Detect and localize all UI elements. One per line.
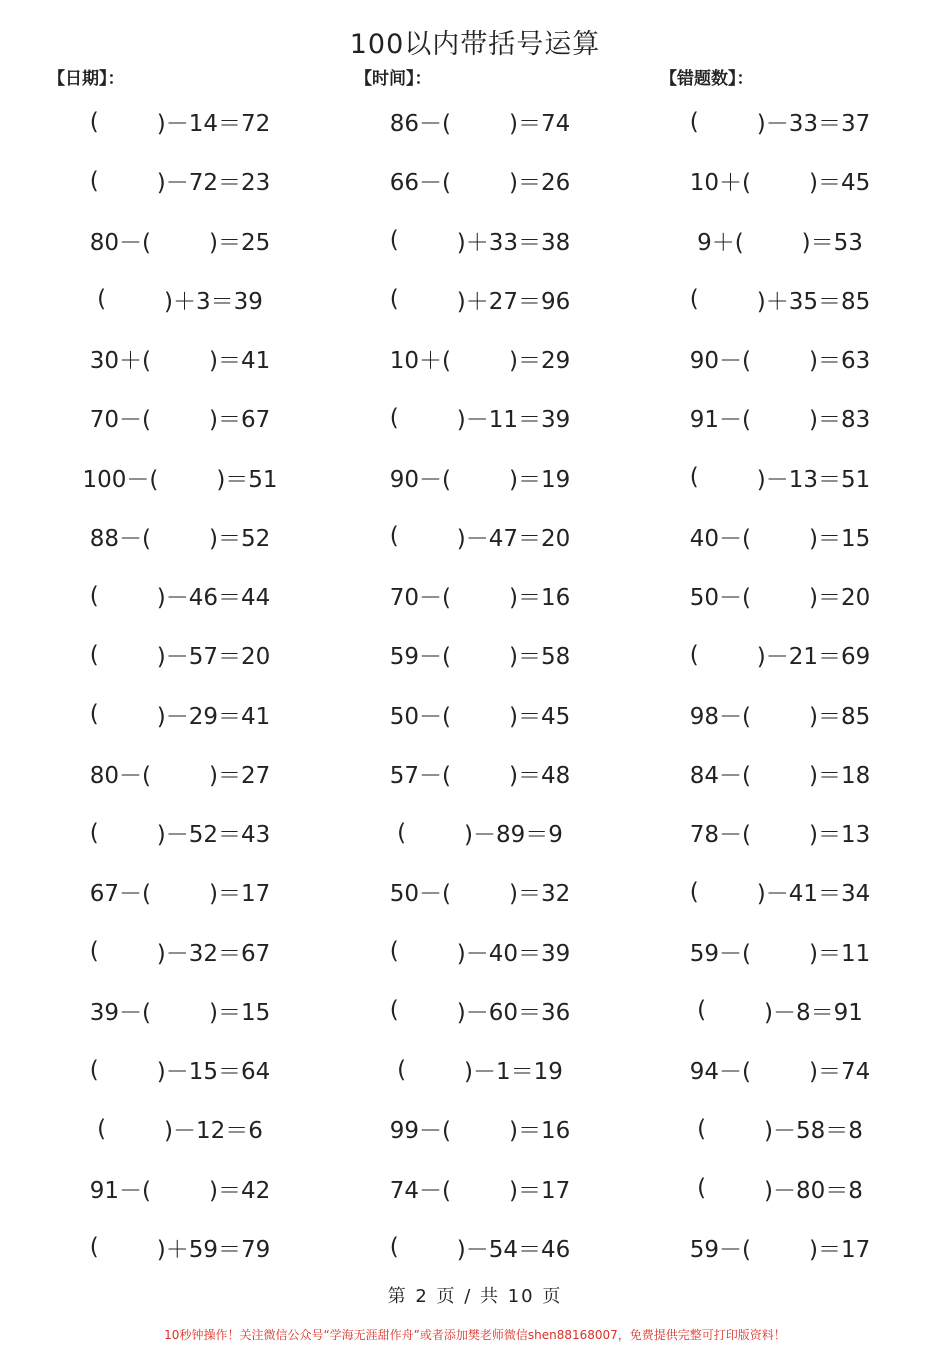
problem-left: ( — [389, 404, 399, 431]
problem-right: )＝26 — [509, 170, 571, 197]
problem-right: )＝15 — [209, 999, 271, 1026]
problem-item — [30, 270, 330, 329]
problem-right: )－72＝23 — [156, 170, 271, 197]
problem-right: )＝15 — [809, 525, 871, 552]
problem-item — [330, 1218, 630, 1277]
problem-item — [630, 922, 930, 981]
problem-grid — [0, 92, 950, 1277]
problem-right: )－12＝6 — [164, 1118, 263, 1145]
problem-right: )－80＝8 — [764, 1177, 863, 1204]
problem-left: ( — [89, 938, 99, 965]
page-title: 100以内带括号运算 — [349, 29, 601, 60]
problem-left: ( — [89, 701, 99, 728]
problem-item — [30, 1218, 330, 1277]
problem-right: )＋33＝38 — [456, 229, 571, 256]
problem-item — [330, 448, 630, 507]
problem-item — [330, 388, 630, 447]
problem-item — [630, 566, 930, 625]
problem-right: )＝74 — [509, 111, 571, 138]
problem-right: )＝41 — [209, 348, 271, 375]
problem-right: )＝17 — [509, 1177, 571, 1204]
problem-item — [30, 862, 330, 921]
problem-right: )＝19 — [509, 466, 571, 493]
problem-item — [330, 566, 630, 625]
problem-item — [630, 507, 930, 566]
problem-item — [330, 507, 630, 566]
problem-left: 59－( — [389, 644, 451, 671]
problem-item — [630, 803, 930, 862]
problem-left: ( — [389, 227, 399, 254]
problem-right: )－1＝19 — [464, 1059, 563, 1086]
time-label: 【时间】： — [355, 69, 432, 89]
problem-right: )＝48 — [509, 762, 571, 789]
problem-right: )＝51 — [216, 466, 278, 493]
problem-item — [630, 211, 930, 270]
problem-left: ( — [389, 523, 399, 550]
problem-right: )－21＝69 — [756, 644, 871, 671]
problem-item — [30, 388, 330, 447]
problem-right: )＝20 — [809, 585, 871, 612]
problem-left: 9＋( — [697, 229, 744, 256]
problem-left: 91－( — [689, 407, 751, 434]
problem-left: 88－( — [89, 525, 151, 552]
problem-right: )＋35＝85 — [756, 288, 871, 315]
problem-right: )＝58 — [509, 644, 571, 671]
problem-right: )－33＝37 — [756, 111, 871, 138]
problem-item — [30, 211, 330, 270]
problem-left: 10＋( — [689, 170, 751, 197]
problem-left: ( — [389, 286, 399, 313]
page-number: 第 2 页 / 共 10 页 — [387, 1286, 563, 1307]
problem-right: )－15＝64 — [156, 1059, 271, 1086]
problem-right: )＝13 — [809, 822, 871, 849]
problem-item — [630, 1218, 930, 1277]
problem-right: )＝42 — [209, 1177, 271, 1204]
problem-left: ( — [89, 819, 99, 846]
problem-item — [30, 803, 330, 862]
problem-left: 78－( — [689, 822, 751, 849]
problem-right: )＝74 — [809, 1059, 871, 1086]
problem-item — [330, 1099, 630, 1158]
problem-item — [330, 981, 630, 1040]
problem-left: 59－( — [689, 1236, 751, 1263]
problem-right: )－40＝39 — [456, 940, 571, 967]
problem-left: ( — [89, 167, 99, 194]
problem-right: )＝45 — [509, 703, 571, 730]
problem-right: )＝85 — [809, 703, 871, 730]
problem-right: )－89＝9 — [464, 822, 563, 849]
problem-right: )－11＝39 — [456, 407, 571, 434]
problem-left: ( — [697, 1115, 707, 1142]
problem-left: 67－( — [89, 881, 151, 908]
problem-item — [630, 685, 930, 744]
problem-right: )＝16 — [509, 1118, 571, 1145]
problem-item — [330, 922, 630, 981]
problem-item — [630, 1159, 930, 1218]
problem-left: ( — [89, 1056, 99, 1083]
problem-item — [630, 270, 930, 329]
problem-item — [330, 744, 630, 803]
problem-item — [30, 1099, 330, 1158]
problem-item — [30, 981, 330, 1040]
problem-item — [630, 151, 930, 210]
problem-item — [330, 1159, 630, 1218]
problem-left: ( — [397, 819, 407, 846]
problem-right: )＝53 — [801, 229, 863, 256]
problem-right: )－32＝67 — [156, 940, 271, 967]
problem-right: )－57＝20 — [156, 644, 271, 671]
problem-item — [630, 744, 930, 803]
problem-left: 40－( — [689, 525, 751, 552]
problem-right: )－41＝34 — [756, 881, 871, 908]
problem-right: )＝32 — [509, 881, 571, 908]
problem-left: 50－( — [389, 703, 451, 730]
problem-right: )－47＝20 — [456, 525, 571, 552]
problem-item — [630, 625, 930, 684]
problem-right: )＝67 — [209, 407, 271, 434]
problem-left: ( — [397, 1056, 407, 1083]
problem-item — [30, 92, 330, 151]
problem-left: ( — [689, 108, 699, 135]
problem-right: )＝29 — [509, 348, 571, 375]
problem-item — [630, 92, 930, 151]
problem-left: 90－( — [689, 348, 751, 375]
problem-left: ( — [89, 641, 99, 668]
problem-right: )－58＝8 — [764, 1118, 863, 1145]
problem-left: ( — [689, 641, 699, 668]
problem-left: ( — [89, 108, 99, 135]
problem-left: ( — [689, 286, 699, 313]
problem-left: ( — [97, 286, 107, 313]
problem-left: 74－( — [389, 1177, 451, 1204]
problem-item — [30, 151, 330, 210]
errors-label: 【错题数】： — [660, 69, 754, 89]
problem-left: 70－( — [389, 585, 451, 612]
problem-left: ( — [697, 997, 707, 1024]
problem-item — [630, 862, 930, 921]
problem-item — [330, 685, 630, 744]
problem-item — [330, 151, 630, 210]
problem-right: )－14＝72 — [156, 111, 271, 138]
problem-right: )＝17 — [809, 1236, 871, 1263]
problem-right: )＋59＝79 — [156, 1236, 271, 1263]
problem-item — [330, 211, 630, 270]
problem-right: )－54＝46 — [456, 1236, 571, 1263]
problem-right: )－46＝44 — [156, 585, 271, 612]
problem-left: 50－( — [389, 881, 451, 908]
problem-item — [30, 566, 330, 625]
problem-item — [630, 329, 930, 388]
problem-right: )＝63 — [809, 348, 871, 375]
problem-right: )＝25 — [209, 229, 271, 256]
problem-item — [30, 1040, 330, 1099]
problem-left: 94－( — [689, 1059, 751, 1086]
problem-item — [330, 625, 630, 684]
problem-item — [330, 270, 630, 329]
problem-item — [330, 92, 630, 151]
problem-right: )－13＝51 — [756, 466, 871, 493]
problem-left: ( — [689, 464, 699, 491]
promo-banner: 10秒钟操作！关注微信公众号“学海无涯甜作舟”或者添加樊老师微信shen88168007，免费提供完整可打印版资料！ — [164, 1328, 786, 1342]
problem-item — [630, 981, 930, 1040]
problem-item — [30, 625, 330, 684]
problem-left: ( — [389, 997, 399, 1024]
problem-item — [30, 448, 330, 507]
problem-right: )＝52 — [209, 525, 271, 552]
problem-left: 70－( — [89, 407, 151, 434]
problem-left: ( — [89, 582, 99, 609]
problem-left: 10＋( — [389, 348, 451, 375]
problem-left: 59－( — [689, 940, 751, 967]
problem-right: )＝27 — [209, 762, 271, 789]
problem-left: ( — [689, 878, 699, 905]
problem-item — [30, 1159, 330, 1218]
problem-item — [30, 922, 330, 981]
problem-right: )＝11 — [809, 940, 871, 967]
problem-left: 39－( — [89, 999, 151, 1026]
problem-left: ( — [697, 1175, 707, 1202]
problem-item — [630, 448, 930, 507]
problem-left: 100－( — [82, 466, 159, 493]
problem-right: )－60＝36 — [456, 999, 571, 1026]
problem-right: )＝18 — [809, 762, 871, 789]
problem-left: 86－( — [389, 111, 451, 138]
problem-left: ( — [389, 1234, 399, 1261]
problem-left: 30＋( — [89, 348, 151, 375]
problem-right: )＝45 — [809, 170, 871, 197]
date-label: 【日期】： — [48, 69, 125, 89]
problem-item — [630, 1040, 930, 1099]
problem-item — [630, 1099, 930, 1158]
problem-left: 84－( — [689, 762, 751, 789]
problem-left: 98－( — [689, 703, 751, 730]
problem-item — [330, 1040, 630, 1099]
problem-item — [30, 329, 330, 388]
problem-right: )＋3＝39 — [164, 288, 263, 315]
problem-left: 91－( — [89, 1177, 151, 1204]
problem-item — [30, 507, 330, 566]
problem-item — [30, 685, 330, 744]
problem-right: )＝16 — [509, 585, 571, 612]
problem-right: )－29＝41 — [156, 703, 271, 730]
problem-item — [630, 388, 930, 447]
problem-left: 50－( — [689, 585, 751, 612]
problem-right: )＝83 — [809, 407, 871, 434]
problem-item — [330, 803, 630, 862]
problem-left: 80－( — [89, 762, 151, 789]
problem-left: ( — [89, 1234, 99, 1261]
problem-left: 80－( — [89, 229, 151, 256]
problem-right: )－8＝91 — [764, 999, 863, 1026]
problem-left: ( — [97, 1115, 107, 1142]
problem-item — [30, 744, 330, 803]
problem-left: ( — [389, 938, 399, 965]
problem-left: 66－( — [389, 170, 451, 197]
problem-right: )＋27＝96 — [456, 288, 571, 315]
problem-item — [330, 862, 630, 921]
problem-left: 57－( — [389, 762, 451, 789]
problem-left: 90－( — [389, 466, 451, 493]
problem-left: 99－( — [389, 1118, 451, 1145]
problem-right: )－52＝43 — [156, 822, 271, 849]
problem-item — [330, 329, 630, 388]
problem-right: )＝17 — [209, 881, 271, 908]
